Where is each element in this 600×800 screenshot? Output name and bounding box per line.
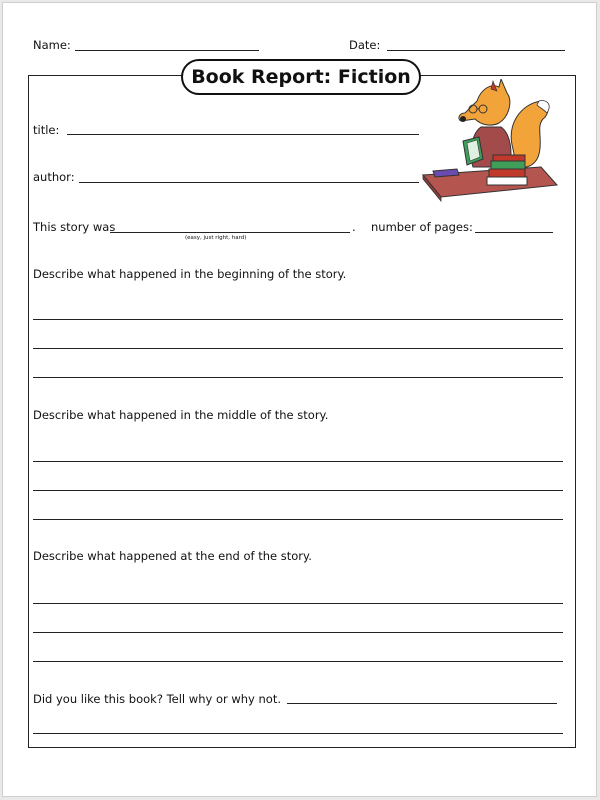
pages-label: number of pages: (371, 220, 473, 234)
author-line[interactable] (79, 182, 419, 183)
story-was-label: This story was (33, 220, 116, 234)
opinion-line-2[interactable] (33, 733, 563, 734)
end-line-1[interactable] (33, 603, 563, 604)
middle-line-3[interactable] (33, 519, 563, 520)
end-line-2[interactable] (33, 632, 563, 633)
author-label: author: (33, 170, 75, 184)
middle-prompt: Describe what happened in the middle of the story. (33, 408, 329, 422)
difficulty-line[interactable] (110, 232, 350, 233)
beginning-line-2[interactable] (33, 348, 563, 349)
date-line[interactable] (387, 50, 565, 51)
middle-line-2[interactable] (33, 490, 563, 491)
title-line[interactable] (67, 134, 419, 135)
name-label: Name: (33, 38, 71, 52)
worksheet-page (2, 2, 597, 797)
pages-line[interactable] (475, 232, 553, 233)
story-was-period: . (352, 220, 356, 234)
title-label: title: (33, 123, 60, 137)
middle-line-1[interactable] (33, 461, 563, 462)
end-line-3[interactable] (33, 661, 563, 662)
page-title: Book Report: Fiction (181, 59, 421, 95)
name-line[interactable] (75, 50, 259, 51)
end-prompt: Describe what happened at the end of the story. (33, 549, 312, 563)
beginning-line-3[interactable] (33, 377, 563, 378)
beginning-line-1[interactable] (33, 319, 563, 320)
opinion-prompt: Did you like this book? Tell why or why not. (33, 692, 282, 706)
opinion-line-1[interactable] (287, 703, 557, 704)
date-label: Date: (349, 38, 381, 52)
beginning-prompt: Describe what happened in the beginning of the story. (33, 267, 347, 281)
fox-reading-books-illustration (421, 79, 561, 203)
difficulty-hint: (easy, just right, hard) (185, 235, 247, 241)
